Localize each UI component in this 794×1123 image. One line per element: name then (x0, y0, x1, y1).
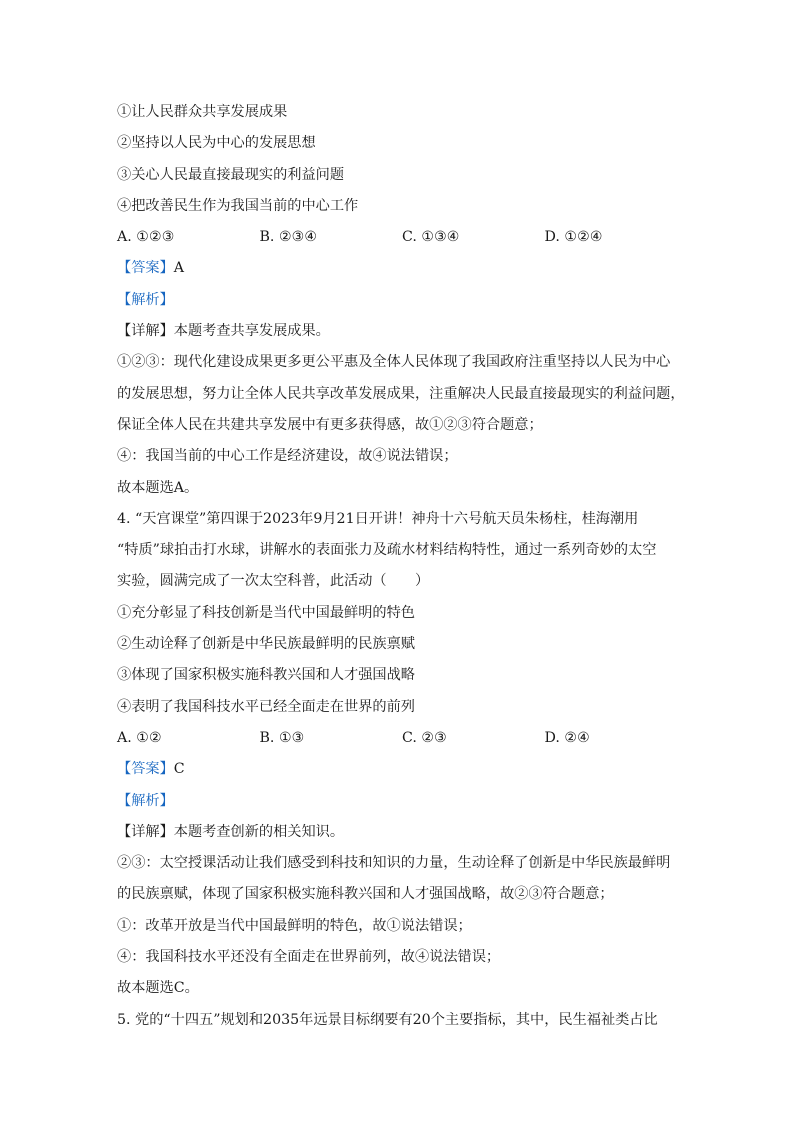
q3-explanation-line: 保证全体人民在共建共享发展中有更多获得感，故①②③符合题意； (117, 416, 543, 433)
analysis-tag: 【解析】 (117, 792, 174, 809)
q4-stem-line: 4. “天宫课堂”第四课于2023年9月21日开讲！神舟十六号航天员朱杨柱，桂海潮用 (117, 510, 639, 527)
answer-value: A (173, 260, 185, 277)
q3-option-b: B. ②③④ (259, 229, 318, 246)
q4-answer (117, 758, 687, 789)
q3-option-c: C. ①③④ (402, 229, 460, 246)
q3-option-a: A. ①②③ (117, 229, 175, 246)
q4-stem-line: 实验，圆满完成了一次太空科普，此活动（ ） (117, 573, 430, 590)
answer-value: C (173, 761, 185, 778)
q3-detail (117, 320, 687, 351)
q4-options (117, 727, 687, 758)
q3-explanation-line: 的发展思想，努力让全体人民共享改革发展成果，注重解决人民最直接最现实的利益问题， (117, 385, 685, 402)
q4-option-c: C. ②③ (402, 729, 447, 746)
q4-analysis (117, 790, 687, 821)
q5-stem-line: 5. 党的“十四五”规划和2035年远景目标纲要有20个主要指标，其中，民生福祉类占比 (117, 1011, 658, 1028)
analysis-tag: 【解析】 (117, 291, 174, 308)
q4-statement-2: ②生动诠释了创新是中华民族最鲜明的民族禀赋 (117, 636, 415, 653)
q3-option-d: D. ①②④ (544, 229, 603, 246)
q4-option-d: D. ②④ (544, 729, 590, 746)
q4-statement-3: ③体现了国家积极实施科教兴国和人才强国战略 (117, 667, 415, 684)
q3-analysis (117, 289, 687, 320)
q4-explanation-line: ②③：太空授课活动让我们感受到科技和知识的力量，生动诠释了创新是中华民族最鲜明 (117, 855, 671, 872)
q4-conclusion: 故本题选C。 (117, 980, 199, 997)
q4-option-a: A. ①② (117, 729, 162, 746)
q3-options (117, 226, 687, 257)
q3-explanation-line: ①②③：现代化建设成果更多更公平惠及全体人民体现了我国政府注重坚持以人民为中心 (117, 354, 671, 371)
detail-tag: 【详解】 (117, 323, 174, 340)
answer-tag: 【答案】 (117, 260, 174, 277)
detail-text: 本题考查创新的相关知识。 (173, 823, 345, 840)
document-page (117, 101, 687, 1040)
answer-tag: 【答案】 (117, 761, 174, 778)
detail-text: 本题考查共享发展成果。 (173, 323, 330, 340)
q4-stem-line: “特质”球拍击打水球，讲解水的表面张力及疏水材料结构特性，通过一系列奇妙的太空 (117, 542, 657, 559)
q3-statement-4: ④把改善民生作为我国当前的中心工作 (117, 197, 359, 214)
q3-answer (117, 257, 687, 288)
q3-explanation-line: ④：我国当前的中心工作是经济建设，故④说法错误； (117, 448, 458, 465)
q4-explanation-line: 的民族禀赋，体现了国家积极实施科教兴国和人才强国战略，故②③符合题意； (117, 886, 614, 903)
q4-explanation-line: ①：改革开放是当代中国最鲜明的特色，故①说法错误； (117, 917, 472, 934)
q4-statement-4: ④表明了我国科技水平已经全面走在世界的前列 (117, 698, 415, 715)
q3-statement-2: ②坚持以人民为中心的发展思想 (117, 135, 316, 152)
q3-conclusion: 故本题选A。 (117, 479, 199, 496)
q3-statement-3: ③关心人民最直接最现实的利益问题 (117, 166, 345, 183)
q4-detail (117, 821, 687, 852)
q3-statement-1: ①让人民群众共享发展成果 (117, 104, 288, 120)
q4-explanation-line: ④：我国科技水平还没有全面走在世界前列，故④说法错误； (117, 949, 501, 966)
detail-tag: 【详解】 (117, 823, 174, 840)
q4-option-b: B. ①③ (259, 729, 305, 746)
q4-statement-1: ①充分彰显了科技创新是当代中国最鲜明的特色 (117, 604, 415, 621)
